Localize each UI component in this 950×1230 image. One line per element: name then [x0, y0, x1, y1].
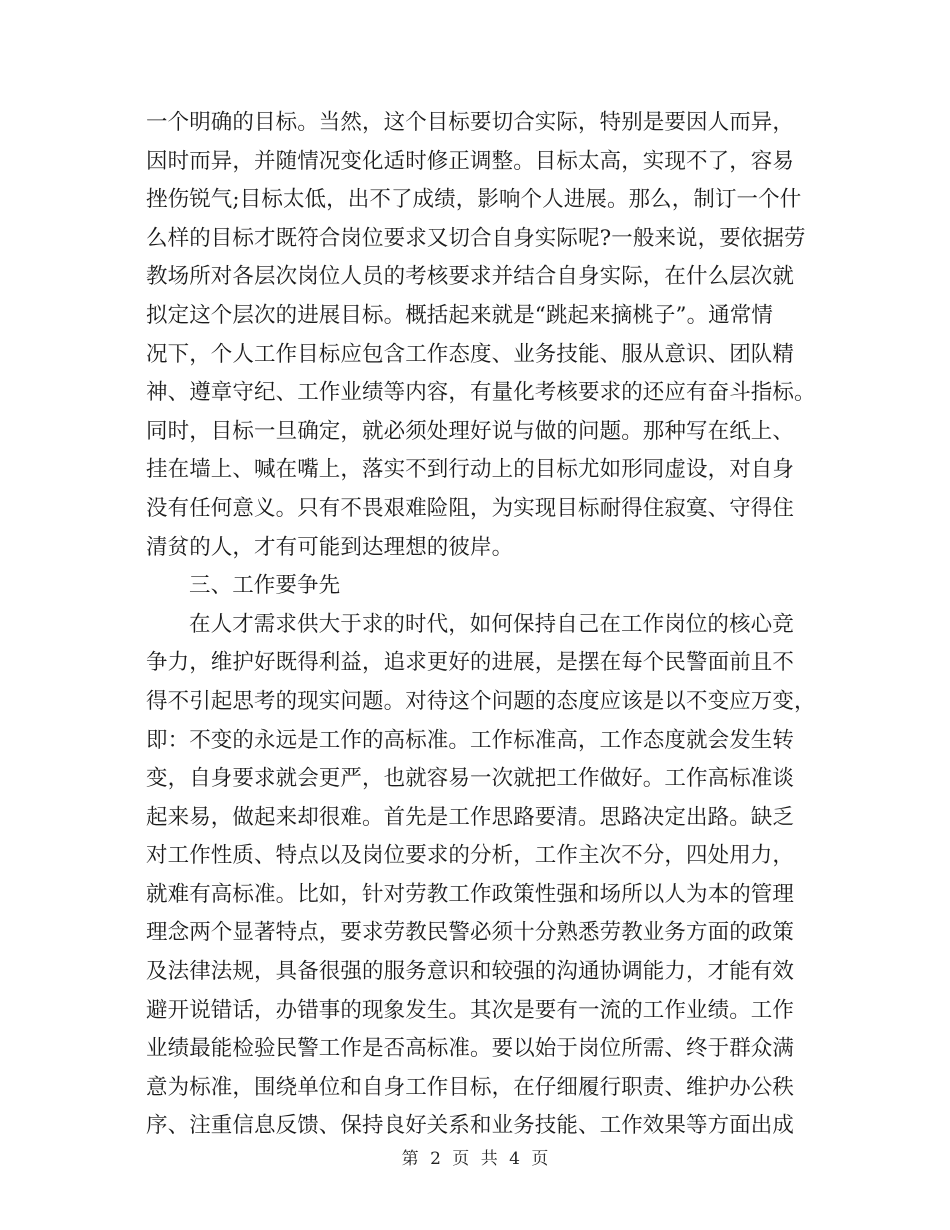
- text-line: 对工作性质、特点以及岗位要求的分析，工作主次不分，四处用力，: [146, 843, 795, 869]
- text-line: 清贫的人，才有可能到达理想的彼岸。: [146, 534, 514, 560]
- section-heading: 三、工作要争先: [189, 573, 341, 599]
- text-line: 得不引起思考的现实问题。对待这个问题的态度应该是以不变应万变，: [146, 688, 816, 714]
- text-line: 即：不变的永远是工作的高标准。工作标准高，工作态度就会发生转: [146, 727, 795, 753]
- text-line: 教场所对各层次岗位人员的考核要求并结合自身实际，在什么层次就: [146, 264, 795, 290]
- paragraph-first-line: 在人才需求供大于求的时代，如何保持自己在工作岗位的核心竞: [189, 611, 794, 637]
- text-line: 业绩最能检验民警工作是否高标准。要以始于岗位所需、终于群众满: [146, 1036, 795, 1062]
- text-line: 挫伤锐气;目标太低，出不了成绩，影响个人进展。那么，制订一个什: [146, 187, 802, 213]
- text-line: 及法律法规，具备很强的服务意识和较强的沟通协调能力，才能有效: [146, 959, 795, 985]
- text-line: 拟定这个层次的进展目标。概括起来就是“跳起来摘桃子”。通常情: [146, 302, 773, 328]
- text-line: 神、遵章守纪、工作业绩等内容，有量化考核要求的还应有奋斗指标。: [146, 380, 816, 406]
- text-line: 一个明确的目标。当然，这个目标要切合实际，特别是要因人而异，: [146, 110, 795, 135]
- text-line: 理念两个显著特点，要求劳教民警必须十分熟悉劳教业务方面的政策: [146, 920, 795, 946]
- text-line: 因时而异，并随情况变化适时修正调整。目标太高，实现不了，容易: [146, 148, 795, 174]
- text-line: 变，自身要求就会更严，也就容易一次就把工作做好。工作高标准谈: [146, 766, 795, 792]
- text-line: 况下，个人工作目标应包含工作态度、业务技能、服从意识、团队精: [146, 341, 795, 367]
- text-line: 序、注重信息反馈、保持良好关系和业务技能、工作效果等方面出成: [146, 1113, 795, 1139]
- text-line: 争力，维护好既得利益，追求更好的进展，是摆在每个民警面前且不: [146, 650, 795, 676]
- text-line: 挂在墙上、喊在嘴上，落实不到行动上的目标尤如形同虚设，对自身: [146, 457, 795, 483]
- text-line: 就难有高标准。比如，针对劳教工作政策性强和场所以人为本的管理: [146, 881, 795, 907]
- text-line: 意为标准，围绕单位和自身工作目标，在仔细履行职责、维护办公秩: [146, 1074, 795, 1100]
- text-line: 同时，目标一旦确定，就必须处理好说与做的问题。那种写在纸上、: [146, 418, 795, 444]
- text-line: 避开说错话，办错事的现象发生。其次是要有一流的工作业绩。工作: [146, 997, 795, 1023]
- page-number-footer: 第 2 页 共 4 页: [401, 1149, 549, 1169]
- text-line: 么样的目标才既符合岗位要求又切合自身实际呢?一般来说，要依据劳: [146, 225, 806, 251]
- document-body: [146, 104, 816, 1146]
- text-line: 起来易，做起来却很难。首先是工作思路要清。思路决定出路。缺乏: [146, 804, 795, 830]
- text-line: 没有任何意义。只有不畏艰难险阻，为实现目标耐得住寂寞、守得住: [146, 495, 795, 521]
